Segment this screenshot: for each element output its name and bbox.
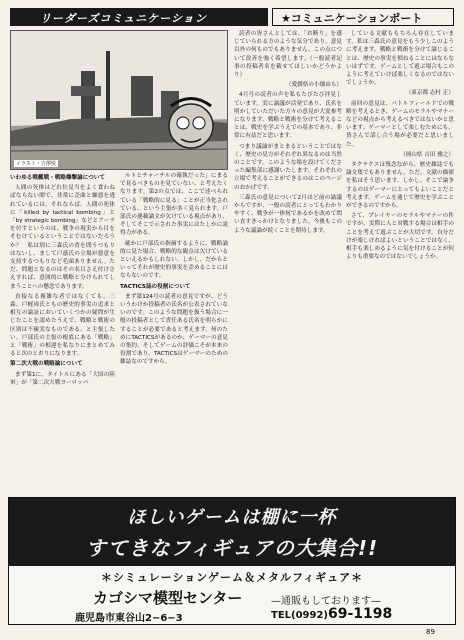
- paragraph: タクテクスは残念ながら、歴史雑誌でも論文集でもありません。ただ、文献の価値を私はそう思います。しかし、そこで論争するのはゲーマーにとってもよいことだと考えます。ゲームを通じて歴史を学ぶことができるのですから。: [346, 162, 454, 210]
- header-left-bar: [10, 8, 268, 26]
- ad-headline-2: すてきなフィギュアの大集合!!: [85, 536, 379, 560]
- column-2: [120, 172, 228, 369]
- column-1: [10, 172, 115, 389]
- paragraph: 確かに戸部氏の指摘するように、戦略論的に見た場合、戦略的な観点は欠けているといえるかもしれない。しかし、だからといってそれが歴史的事実を歪めることにはならないのです。: [120, 240, 228, 280]
- shop-address: 鹿児島市東谷山2−6−3: [75, 613, 183, 624]
- author-signature: （岡山県 吉田 雅之）: [400, 151, 454, 158]
- paragraph: まず第1に、タイトルにある「大国の陸軍」が「第二次大戦ヨーロッパ: [10, 371, 115, 386]
- shop-advertisement: [8, 497, 456, 625]
- paragraph: 4月号の読者の声を私もたびたび拝見しています。実に論議が活発であり、氏名を明かしていただいた方々の意見が大変参考になります。戦略と戦術を分けて考えることは、戦史を学ぶうえでの基本であり、非常に有益だと思います。: [234, 92, 342, 140]
- paragraph: ルトとチャーチルの確執だった」にまるで見るべきものを見ていない、と考えたくなります。第2の点では、ここで述べられている「戦略的に見る」ことが正当化されている、という主張が多く見られます。戸部氏の連載論文が欠けている視点があり、そしてそこで示された事実にはたしかに説得力がある。: [120, 173, 228, 237]
- ad-headline-1: ほしいゲームは棚に一杯: [127, 507, 337, 528]
- paragraph: 直接なる複雑な者ではなくても、三森、戸梶両氏ともの歴史的事実の追求と相互の論証においていくつかの疑問が生じたことを認めたうえで、戦略と戦術の区別は不確実なものである、と主張したい。戸部氏の主張の根底にある「戦略」と「戦術」の相違を私なりにまとめてみると次のとおりになります。: [10, 293, 115, 358]
- section-heading: TACTICS誌の役割について: [120, 283, 191, 290]
- column-4: [346, 30, 454, 263]
- phone-number: 69-1198: [328, 606, 393, 622]
- illustration-credit: イラスト・吉澤悦: [16, 161, 56, 167]
- mail-order-note: —通販もしております—: [271, 596, 381, 607]
- header-right-title: ★コミュニケーションポート: [281, 12, 423, 25]
- paragraph: まず第124号の読者の意見ですが、どういうわけか投稿者の氏名が公表されていないのです。このような問題を扱う場合に一般の投稿者として責任ある氏名を明らかにすることが必要であると考えます。何のためにTACTICSがあるのか、ゲーマーの意見の集約、そしてゲームの評価こそが本来の役割であり、TACTICSはゲーマーのための雑誌なのですから。: [120, 293, 228, 366]
- header-left-title: リーダーズコミュニケーション: [40, 12, 207, 25]
- battleship-illustration: [10, 30, 228, 170]
- paragraph: している文献ももちろん存在しています。私は三森氏の意見をもう少しこのように考えます。戦略と戦術を分けて論じることは、歴史の事実を損ねることにはならないはずです。ゲームとして遊ぶ場合もこのように考えていけば楽しくなるのではないでしょうか。: [346, 31, 454, 87]
- section-heading: いわゆる戦艦戦・戦略爆撃論について: [10, 175, 105, 181]
- column-3: [234, 30, 342, 237]
- author-signature: （東京都 志村 正）: [405, 90, 454, 97]
- paragraph: 読者の皆さんとしては、「お断り」を感じていられる方のような気分であり、意見以外の何ものでもありません。この点について改善を強く希望します。（一般読者記事の投稿者名を載せてほしいかどうかより）: [234, 31, 342, 79]
- paragraph: 三森氏の意見について2月ほど前の論議からですが、一般の読者にとってもわかりやすく、戦争が一体何であるかを改めて問い直すきっかけとなりました。今後もこのような議論が続くことを期待します。: [234, 194, 342, 234]
- paragraph: さて、プレイヤーのモラルやマナーの件ですが、実際に人と対戦する場合は相手のことを考えて遊ぶことが大切です。自分だけが楽しければよいということではなく、相手も楽しめるように気を付けることが何よりも重要なのではないでしょうか。: [346, 213, 454, 261]
- section-heading: 第二次大戦の戦略論について: [10, 361, 83, 368]
- paragraph: 前回の意見は、バトルフィールドでの戦略を考えるとき、ゲームのモラルやマナーなどの視点から考えるべきではないかと思います。ゲーマーとして楽しむためにも、皆さんで話し合う場が必要だと思いました。: [346, 100, 454, 148]
- author-signature: （愛媛県の小畑由ら）: [286, 82, 342, 89]
- page-number: 89: [426, 628, 435, 636]
- shop-name: カゴシマ模型センター: [93, 589, 243, 607]
- shop-phone: [271, 606, 392, 622]
- paragraph: 人間の死体はどれ位見当をよく食わねばならない間で、非常に歪曲と嫌悪を逃れているには。それならば、人間の死体に「killed by tactical bombing」と「by strategic bombing」などとアーラを付すというのは、戦争の現実から目をそむけているということではないだろうか？ 私は別に三森氏の責を問うつもりはないし、まして戸惑氏の立場が悪意を支持するつもりなど毛頭ありません。ただ、問題となるのはその名目さえ付けさえすれば、意図的に戦略と分けられてしまうことへの懸念であります。: [10, 185, 115, 290]
- paragraph: つまり議論がまとまるということではなく、歴史の見方がそれぞれ異なるのは当然のことです。このような場を設けてくださった編集部に感謝いたします。それぞれの立場で考えることができるのはこのページのおかげです。: [234, 143, 342, 191]
- ad-banner: [9, 498, 455, 566]
- ad-subtitle: ＊シミュレーションゲーム＆メタルフィギュア＊: [100, 571, 364, 584]
- header-right-bar: [272, 8, 454, 26]
- phone-prefix: TEL(0992): [271, 610, 328, 621]
